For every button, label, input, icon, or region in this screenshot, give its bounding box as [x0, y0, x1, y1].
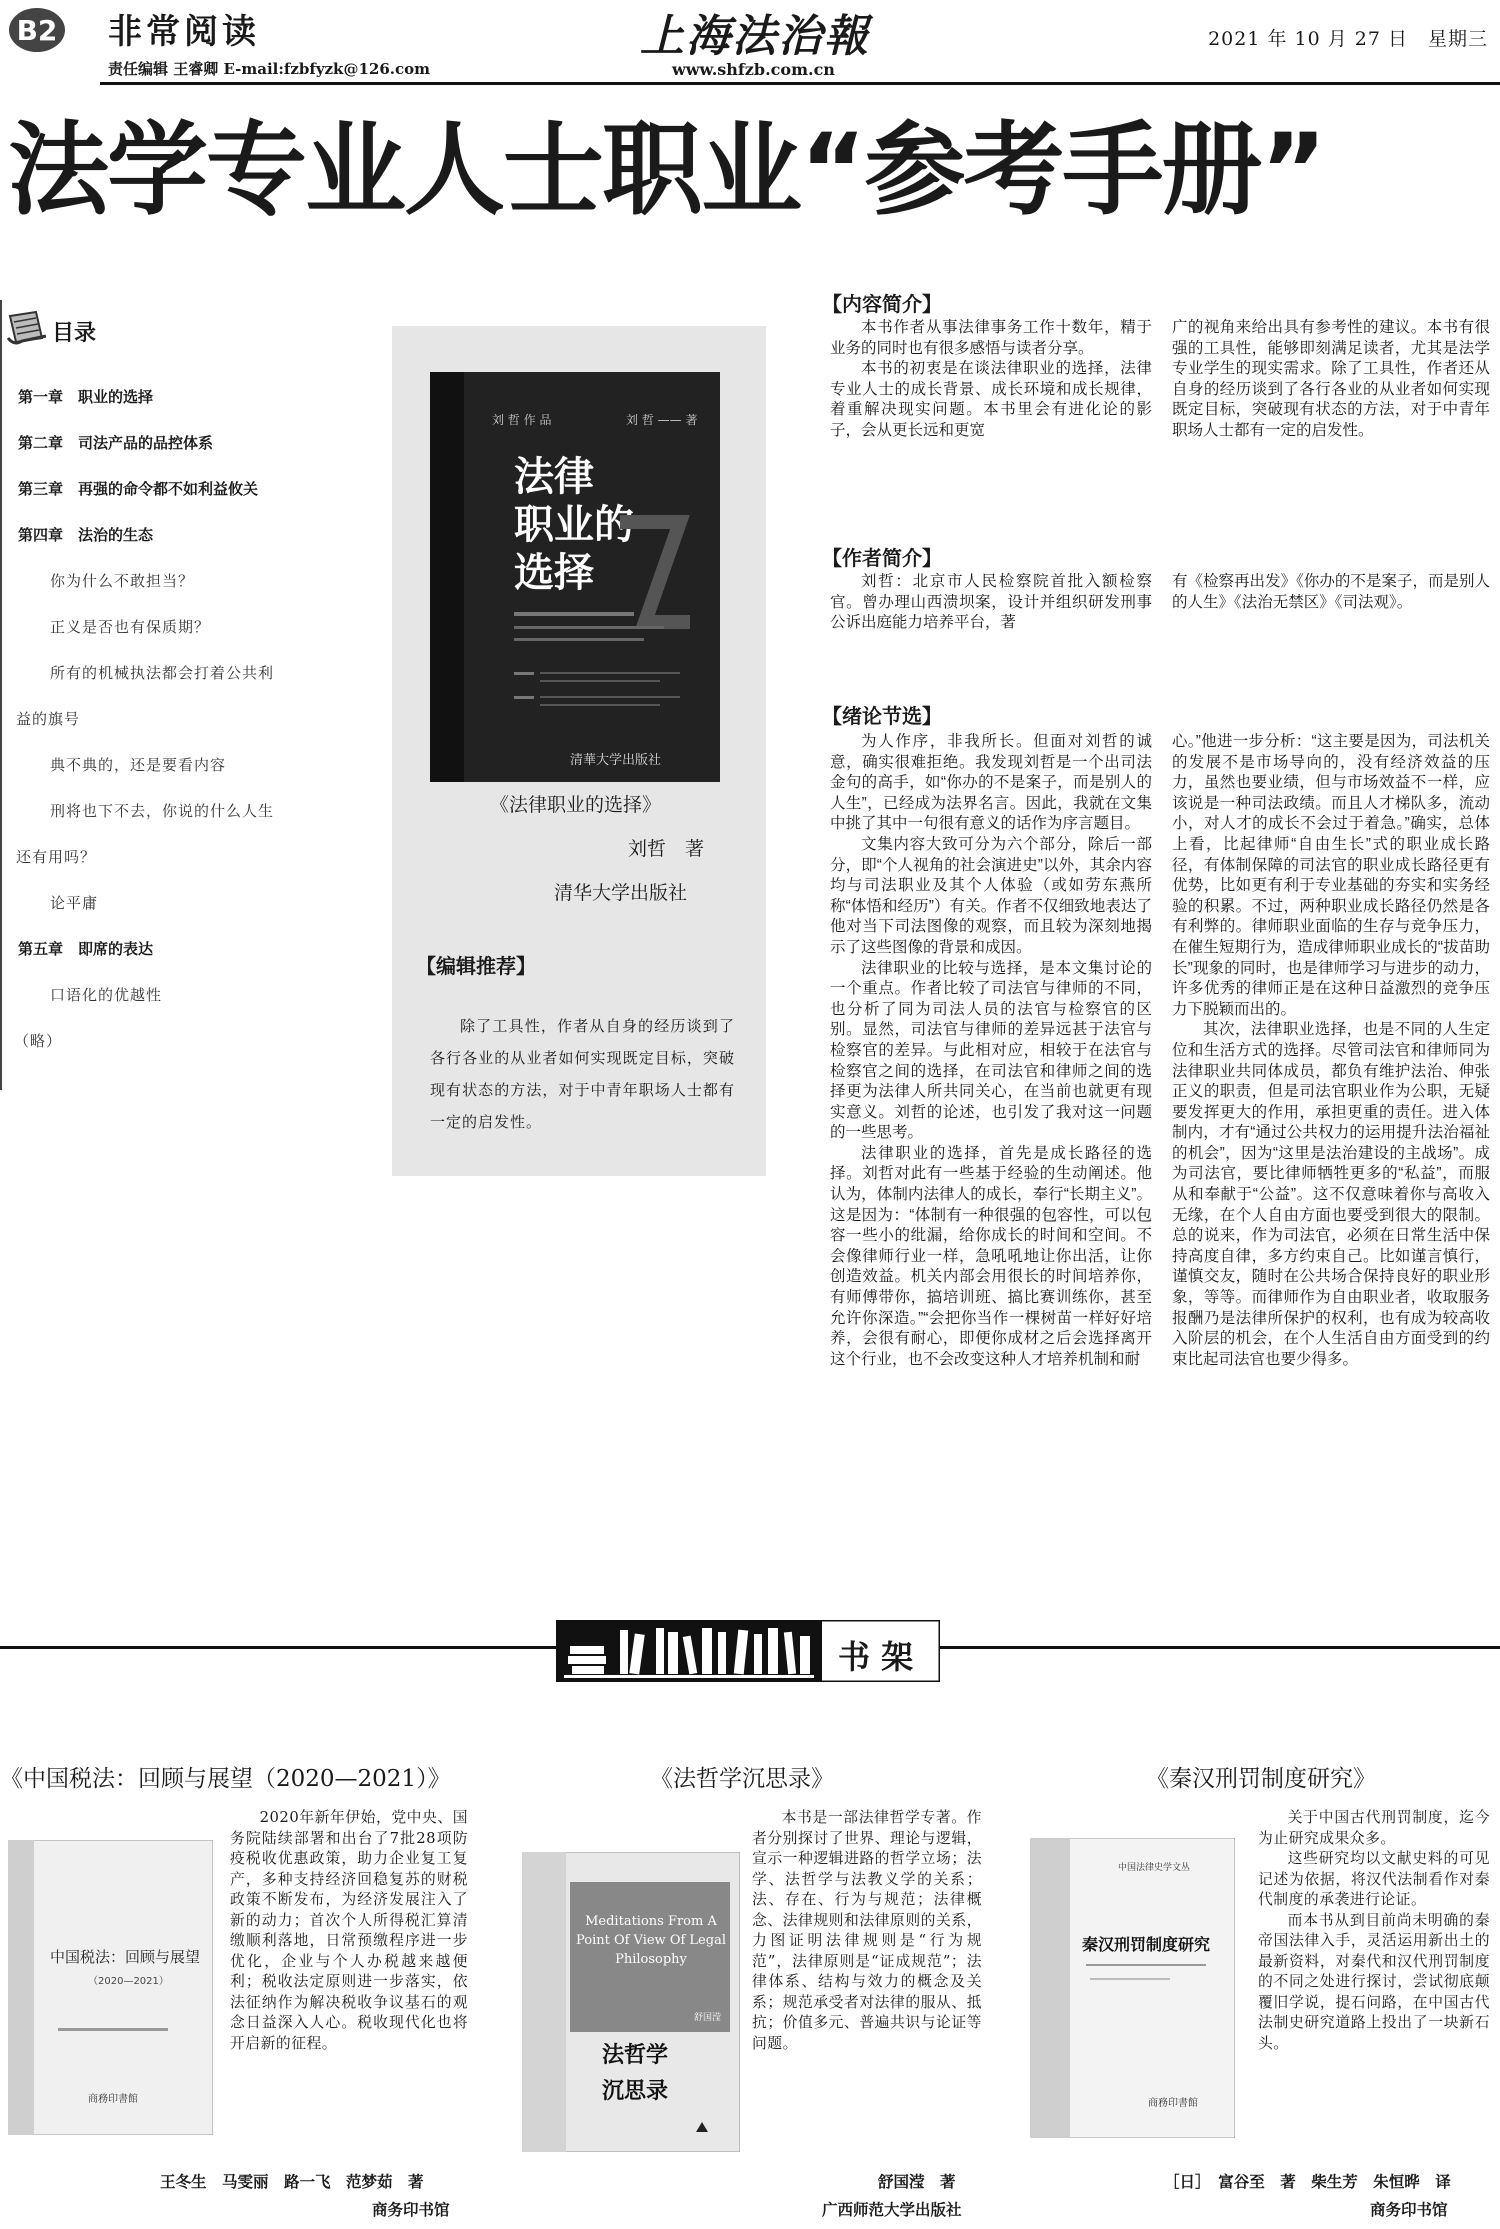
toc-item: 益的旗号 — [16, 710, 81, 728]
author-intro-paragraph: 刘哲：北京市人民检察院首批入额检察官。曾办理山西溃坝案，设计并组织研发刑事公诉出庭能力培养平台，著 — [830, 573, 1152, 632]
book-3-description — [1258, 1808, 1490, 2054]
cover-title-line-2: 职业的 — [514, 502, 634, 548]
excerpt-paragraph: 法律职业的比较与选择，是本文集讨论的一个重点。作者比较了司法官与律师的不同，也分析了同为司法人员的法官与检察官的区别。显然，司法官与律师的差异远甚于法官与检察官的差异。与此相对应，相较于在法官与检察官之间的选择，在司法官和律师之间的选择更为法律人所共同关心，在当前也就更有现实意义。刘哲的论述，也引发了我对这一问题的一些思考。 — [830, 959, 1152, 1142]
cover-title-line-1: 法律 — [514, 454, 594, 500]
page-number-badge — [8, 6, 66, 54]
book-1-cover-title: 中国税法：回顾与展望 — [50, 1948, 201, 1966]
book-2-description — [752, 1808, 982, 2054]
toc-item: 论平庸 — [18, 894, 99, 912]
editor-recommendation-heading: 【编辑推荐】 — [416, 954, 536, 978]
book-2-publisher: 广西师范大学出版社 — [822, 2202, 962, 2219]
scroll-icon — [6, 308, 50, 348]
book-1-cover-publisher: 商務印書館 — [88, 2094, 138, 2105]
excerpt-paragraph: 法律职业的选择，首先是成长路径的选择。刘哲对此有一些基于经验的生动阐述。他认为，体制内法律人的成长，奉行“长期主义”。这是因为：“体制有一种很强的包容性，可以包容一些小的纰漏，给你成长的时间和空间。不会像律师行业一样，急吼吼地让你出活，让你创造效益。机关内部会用很长的时间培养你，有师傅带你，搞培训班、搞比赛训练你，甚至允许你深造。”“会把你当作一棵树苗一样好好培养，会很有耐心，即便你成材之后会选择离开这个行业，也不会改变这种人才培养机制和耐 — [830, 1144, 1152, 1368]
intro-column-right — [1172, 318, 1490, 442]
cover-title-line-3: 选择 — [514, 550, 594, 596]
author-intro-paragraph: 有《检察再出发》《你办的不是案子，而是别人的人生》《法治无禁区》《司法观》。 — [1172, 573, 1490, 611]
featured-book-author: 刘哲 著 — [628, 838, 705, 860]
toc-item: 第三章 再强的命令都不如利益攸关 — [18, 480, 259, 498]
toc-item: 所有的机械执法都会打着公共利 — [18, 664, 275, 682]
intro-paragraph: 本书的初衷是在谈法律职业的选择，法律专业人士的成长背景、成长环境和成长规律，着重解决现实问题。本书里会有进化论的影子，会从更长远和更宽 — [830, 360, 1152, 439]
intro-paragraph: 广的视角来给出具有参考性的建议。本书有很强的工具性，能够即刻满足读者，尤其是法学专业学生的现实需求。除了工具性，作者还从自身的经历谈到了各行各业的从业者如何实现既定目标，突破现有状态的方法，对于中青年职场人士都有一定的启发性。 — [1172, 319, 1490, 439]
bookshelf-rule-left — [0, 1646, 556, 1649]
toc-item: 第五章 即席的表达 — [18, 940, 154, 958]
excerpt-heading: 【绪论节选】 — [822, 704, 942, 728]
book-3-cover — [1030, 1838, 1235, 2138]
bookshelf-label: 书 架 — [838, 1638, 914, 1676]
book-2-cover-author: 舒国滢 — [694, 2013, 722, 2023]
issue-date: 2021 年 10 月 27 日 星期三 — [1208, 28, 1488, 50]
newspaper-masthead: 上海法治報 — [640, 11, 870, 62]
toc-divider — [0, 300, 2, 1090]
toc-title: 目录 — [52, 321, 97, 346]
bookshelf-rule-right — [940, 1646, 1500, 1649]
page-number-text: B2 — [16, 14, 58, 47]
author-intro-right — [1172, 572, 1490, 613]
intro-paragraph: 本书作者从事法律事务工作十数年，精于业务的同时也有很多感悟与读者分享。 — [830, 319, 1152, 357]
book-3-cover-series: 中国法律史学文丛 — [1118, 1863, 1191, 1873]
book-1-cover-subtitle: （2020—2021） — [88, 1976, 169, 1987]
toc-item: 还有用吗？ — [16, 848, 97, 866]
excerpt-paragraph: 心。”他进一步分析：“这主要是因为，司法机关的发展不是市场导向的，没有经济效益的压力，虽然也要业绩，但与市场效益不一样，应该说是一种司法政绩。而且人才梯队多，流动小，对人才的成长不会过于着急。”确实，总体上看，比起律师“自由生长”式的职业成长路径，有体制保障的司法官的职业成长路径更有优势，比如更有利于专业基础的夯实和实务经验的积累。不过，两种职业成长路径仍然是各有利弊的。律师职业面临的生存与竞争压力，在催生短期行为，造成律师职业成长的“拔苗助长”现象的同时，也是律师学习与进步的动力，许多优秀的律师正是在这种日益激烈的竞争压力下脱颖而出的。 — [1172, 733, 1490, 1018]
toc-item: 你为什么不敢担当？ — [18, 572, 195, 590]
section-name: 非常阅读 — [108, 12, 260, 52]
book-3-cover-title: 秦汉刑罚制度研究 — [1082, 1935, 1211, 1954]
book-3-paragraph: 这些研究均以文献史料的可见记述为依据，将汉代法制看作对秦代制度的承袭进行论证。 — [1258, 1850, 1490, 1908]
book-1-title: 《中国税法：回顾与展望（2020—2021）》 — [0, 1766, 451, 1792]
toc-item: 第四章 法治的生态 — [18, 526, 154, 544]
book-2-cover-title-en: Meditations From A Point Of View Of Legal Philosophy — [576, 1914, 726, 1967]
newspaper-website: www.shfzb.com.cn — [672, 60, 835, 79]
book-2-authors: 舒国滢 著 — [878, 2174, 956, 2191]
excerpt-paragraph: 为人作序，非我所长。但面对刘哲的诚意，确实很难拒绝。我发现刘哲是一个出司法金句的高手，如“你办的不是案子，而是别人的人生”，已经成为法界名言。因此，我就在文集中挑了其中一句很有意义的话作为序言题目。 — [830, 733, 1152, 833]
featured-book-publisher: 清华大学出版社 — [554, 882, 688, 904]
toc-item: （略） — [14, 1032, 63, 1050]
toc-item: 口语化的优越性 — [18, 986, 163, 1004]
toc-item: 典不典的，还是要看内容 — [18, 756, 227, 774]
book-2-cover-title: 法哲学 — [602, 2043, 669, 2068]
book-3-title: 《秦汉刑罚制度研究》 — [1146, 1766, 1376, 1792]
book-3-authors: ［日］ 富谷至 著 柴生芳 朱恒晔 译 — [1164, 2174, 1451, 2191]
editor-recommendation-body: 除了工具性，作者从自身的经历谈到了各行各业的从业者如何实现既定目标，突破现有状态的方法，对于中青年职场人士都有一定的启发性。 — [430, 1017, 735, 1131]
book-1-publisher: 商务印书馆 — [372, 2202, 450, 2219]
toc-item: 刑将也下不去，你说的什么人生 — [18, 802, 275, 820]
book-3-publisher: 商务印书馆 — [1370, 2202, 1448, 2219]
book-3-paragraph: 而本书从到目前尚未明确的秦帝国法律入手，灵活运用新出土的最新资料，对秦代和汉代刑罚制度的不同之处进行探讨，尝试彻底颠覆旧学说，提石问路，在中国古代法制史研究道路上投出了一块新石头。 — [1258, 1911, 1490, 2052]
bookshelf-banner — [556, 1620, 940, 1682]
book-1-paragraph: 2020年新年伊始，党中央、国务院陆续部署和出台了7批28项防疫税收优惠政策，助力企业复工复产，多种支持经济回稳复苏的财税政策不断发布，为经济发展注入了新的动力；首次个人所得税汇算清缴顺利落地，日常预缴程序进一步优化，企业与个人办税越来越便利；税收法定原则进一步落实，依法征纳作为解决税收争议基石的观念日益深入人心。税收现代化也将开启新的征程。 — [230, 1809, 468, 2052]
intro-column-left — [830, 318, 1152, 442]
excerpt-column-left — [830, 732, 1152, 1370]
excerpt-paragraph: 文集内容大致可分为六个部分，除后一部分，即“个人视角的社会演进史”以外，其余内容均与司法职业及其个人体验（或如劳东燕所称“体悟和经历”）有关。作者不仅细致地表达了他对当下司法图像的观察，而且较为深刻地揭示了这些图像的背景和成因。 — [830, 835, 1152, 956]
header-rule — [100, 82, 1500, 85]
featured-book-title: 《法律职业的选择》 — [490, 794, 662, 816]
book-2-title: 《法哲学沉思录》 — [650, 1766, 834, 1792]
toc-item: 正义是否也有保质期？ — [18, 618, 211, 636]
cover-author: 刘 哲 —— 著 — [626, 413, 698, 427]
page-headline: 法学专业人士职业“参考手册” — [8, 111, 1325, 229]
book-1-description — [230, 1808, 468, 2054]
book-1-authors: 王冬生 马雯丽 路一飞 范梦茹 著 — [160, 2174, 424, 2191]
toc-item: 第二章 司法产品的品控体系 — [18, 434, 214, 452]
book-2-cover-title-2: 沉思录 — [602, 2079, 669, 2104]
excerpt-paragraph: 其次，法律职业选择，也是不同的人生定位和生活方式的选择。尽管司法官和律师同为法律职业共同体成员，都负有维护法治、伸张正义的职责，但是司法官职业作为公职，无疑要发挥更大的作用，承担更重的责任。进入体制内，才有“通过公共权力的运用提升法治福祉的机会”，因为“这里是法治建设的主战场”。成为司法官，要比律师牺牲更多的“私益”，而服从和奉献于“公益”。这不仅意味着你与高收入无缘，在个人自由方面也要受到很大的限制。总的说来，作为司法官，必须在日常生活中保持高度自律，多方约束自己。比如谨言慎行，谨慎交友，随时在公共场合保持良好的职业形象，等等。而律师作为自由职业者，收取服务报酬乃是法律所保护的权利，也有成为较高收入阶层的机会，在个人生活自由方面受到的约束比起司法官也要少得多。 — [1172, 1021, 1490, 1368]
author-intro-left — [830, 572, 1152, 634]
intro-heading: 【内容简介】 — [822, 292, 942, 316]
toc-item: 第一章 职业的选择 — [18, 388, 154, 406]
book-3-paragraph: 关于中国古代刑罚制度，迄今为止研究成果众多。 — [1258, 1809, 1490, 1847]
editor-line: 责任编辑 王睿卿 E-mail:fzbfyzk@126.com — [108, 60, 430, 78]
cover-publisher: 清華大学出版社 — [570, 753, 662, 768]
author-intro-heading: 【作者简介】 — [822, 546, 942, 570]
cover-series: 刘 哲 作 品 — [492, 413, 552, 427]
excerpt-column-right — [1172, 732, 1490, 1370]
book-2-cover — [522, 1852, 740, 2152]
book-3-cover-publisher: 商務印書館 — [1148, 2098, 1198, 2109]
book-1-cover — [8, 1840, 213, 2135]
featured-book-cover — [430, 372, 720, 782]
book-2-paragraph: 本书是一部法律哲学专著。作者分别探讨了世界、理论与逻辑，宣示一种逻辑进路的哲学立场；法学、法哲学与法教义学的关系；法、存在、行为与规范；法律概念、法律规则和法律原则的关系，力图证明法律规则是“行为规范”，法律原则是“证成规范”；法律体系、结构与效力的概念及关系；规范承受者对法律的服从、抵抗；价值多元、普遍共识与论证等问题。 — [752, 1809, 982, 2052]
